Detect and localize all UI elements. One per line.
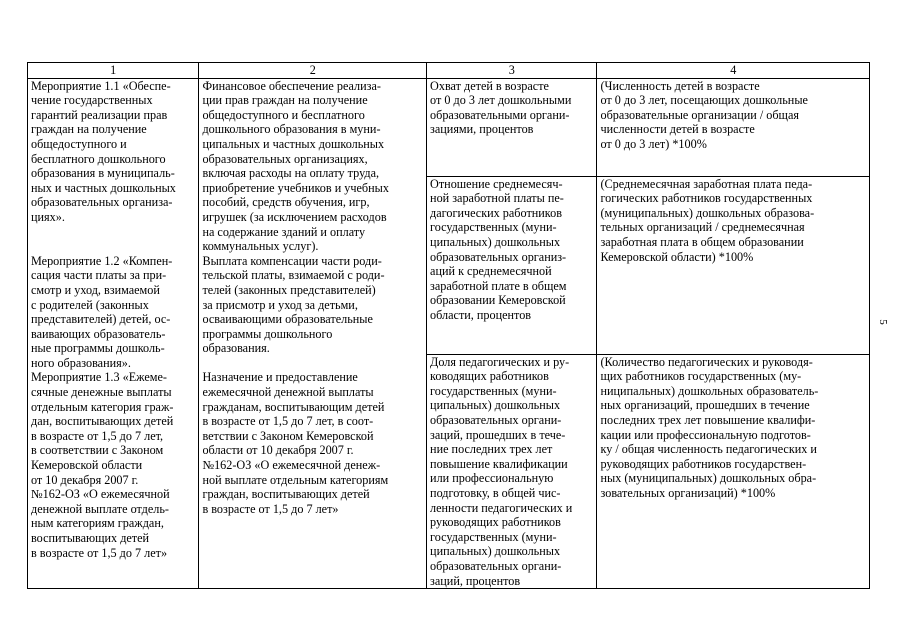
description-compensation: Выплата компенсации части роди- тельской платы, взимаемой с роди- телей (законных представителей) за присмотр и уход за детьми, осваивающими образовательные программы дошкольного образования. (202, 253, 385, 356)
measure-1-1: Мероприятие 1.1 «Обеспе- чение государственных гарантий реализации прав граждан на получение общедоступного и бесплатного дошкольного образования в муниципаль- ных и частных дошкольных образовательных организа- циях». (31, 78, 176, 224)
program-table (27, 62, 870, 589)
column-header-1: 1 (28, 63, 199, 79)
description-monthly-payment: Назначение и предоставление ежемесячной денежной выплаты гражданам, воспитывающим детей в возрасте от 1,5 до 7 лет, в соот- ветствии с Законом Кемеровской области от 10 декабря 2007 г. №162-ОЗ «О ежемесячной денеж- ной выплате отдельным категориям граждан, воспитывающих детей в возрасте от 1,5 до 7 лет» (202, 370, 389, 516)
measures-cell (28, 78, 199, 589)
column-header-2: 2 (199, 63, 427, 79)
indicator-name-1: Охват детей в возрасте от 0 до 3 лет дошкольными образовательными органи- зациями, процентов (427, 78, 597, 176)
indicator-name-2: Отношение среднемесяч- ной заработной платы пе- дагогических работников государственных (муни- ципальных) дошкольных образовательных организ- аций к среднемесячной заработной плате в общем образовании Кемеровской области, процентов (427, 176, 597, 354)
measure-1-3: Мероприятие 1.3 «Ежеме- сячные денежные выплаты отдельным категория граж- дан, воспитывающих детей в возрасте от 1,5 до 7 лет, в соответствии с Законом Кемеровской области от 10 декабря 2007 г. №162-ОЗ «О ежемесячной денежной выплате отдель- ным категориям граждан, воспитывающих детей в возрасте от 1,5 до 7 лет» (31, 370, 174, 560)
header-row (28, 63, 870, 79)
indicator-formula-2: (Среднемесячная заработная плата педа- гогических работников государственных (муниципальных) дошкольных образова- тельных организаций / среднемесячная заработная плата в общем образовании Кемеровской области) *100% (597, 176, 870, 354)
indicator-formula-3: (Количество педагогических и руководя- щих работников государственных (му- ниципальных) дошкольных образователь- ных организаций, прошедших в течение последних трех лет повышение квалифи- кации или профессиональную подготов- ку / общая численность педагогических и руководящих работников государствен- ных (муниципальных) дошкольных обра- зовательных организаций) *100% (597, 354, 870, 589)
description-cell (199, 78, 427, 589)
column-header-4: 4 (597, 63, 870, 79)
table-row (28, 78, 870, 176)
indicator-formula-1: (Численность детей в возрасте от 0 до 3 лет, посещающих дошкольные образовательные организации / общая численности детей в возрасте от 0 до 3 лет) *100% (597, 78, 870, 176)
indicator-name-3: Доля педагогических и ру- ководящих работников государственных (муни- ципальных) дошкольных образовательных органи- заций, прошедших в тече- ние последних трех лет повышение квалификации или профессиональную подготовку, в общей чис- ленности педагогических и руководящих работников государственных (муни- ципальных) дошкольных образовательных органи- заций, процентов (427, 354, 597, 589)
measure-1-2: Мероприятие 1.2 «Компен- сация части платы за при- смотр и уход, взимаемой с родителей (законных представителей) детей, ос- ваивающих образователь- ные программы дошколь- ного образования». (31, 253, 173, 370)
description-financing: Финансовое обеспечение реализа- ции прав граждан на получение общедоступного и бесплатного дошкольного образования в муни- ципальных и частных дошкольных образовательных организациях, включая расходы на оплату труда, приобретение учебников и учебных пособий, средств обучения, игр, игрушек (за исключением расходов на содержание зданий и оплату коммунальных услуг). (202, 78, 389, 254)
page-number: 5 (876, 319, 889, 325)
column-header-3: 3 (427, 63, 597, 79)
